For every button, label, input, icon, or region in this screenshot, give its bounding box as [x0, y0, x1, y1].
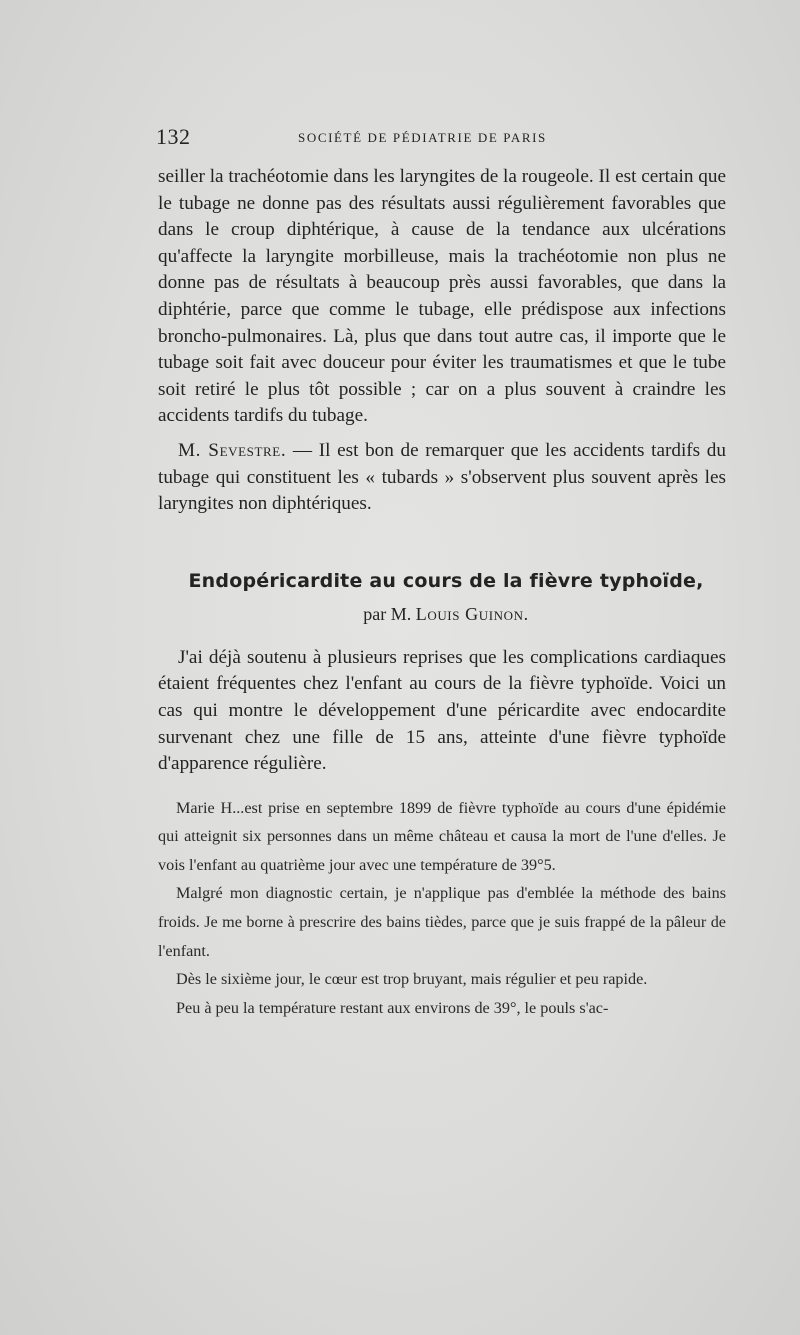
article-intro: J'ai déjà soutenu à plusieurs reprises que les complications cardiaques étaient fréquentes chez l'enfant au cours de la fièvre typhoïde. Voici un cas qui montre le développement d'une péricardite avec endocardite survenant chez une fille de 15 ans, atteinte d'une fièvre typhoïde d'apparence régulière.: [158, 646, 726, 775]
case-paragraph: Malgré mon diagnostic certain, je n'applique pas d'emblée la méthode des bains froids. Je me borne à prescrire des bains tièdes, parce que je suis frappé de la pâleur de l'enfant.: [158, 884, 726, 960]
byline-prefix: par M.: [363, 603, 416, 624]
byline-author: Louis Guinon.: [415, 603, 529, 624]
article-byline: [158, 604, 726, 625]
sevestre-remark-text: — Il est bon de remarquer que les accidents tardifs du tubage qui constituent les « tubards » s'observent plus souvent après les laryngites non diphtériques.: [158, 439, 726, 515]
case-paragraph: Dès le sixième jour, le cœur est trop bruyant, mais régulier et peu rapide.: [176, 970, 648, 989]
case-paragraph: Marie H...est prise en septembre 1899 de fièvre typhoïde au cours d'une épidémie qui atteignit six personnes dans un même château et causa la mort de l'une d'elles. Je vois l'enfant au quatrième jour avec une température de 39°5.: [158, 798, 726, 874]
continued-paragraph: seiller la trachéotomie dans les laryngites de la rougeole. Il est certain que le tubage ne donne pas des résultats aussi régulièrement favorables que dans le croup diphtérique, à cause de la tendance aux ulcérations qu'affecte la laryngite morbilleuse, mais la trachéotomie non plus ne donne pas de résultats à beaucoup près aussi favorables, que dans la diphtérie, parce que comme le tubage, elle prédispose aux infections broncho-pulmonaires. Là, plus que dans tout autre cas, il importe que le tubage soit fait avec douceur pour éviter les traumatismes et que le tube soit retiré le plus tôt possible ; car on a plus souvent à craindre les accidents tardifs du tubage.: [158, 166, 726, 427]
page-number: 132: [156, 124, 191, 149]
sevestre-remark: [158, 438, 726, 518]
running-title: SOCIÉTÉ DE PÉDIATRIE DE PARIS: [298, 130, 547, 145]
case-paragraph: Peu à peu la température restant aux environs de 39°, le pouls s'ac-: [176, 998, 609, 1017]
page-header: [156, 124, 726, 154]
page-body: [158, 164, 726, 1022]
article-title: Endopéricardite au cours de la fièvre typhoïde,: [188, 569, 704, 592]
speaker-name: M. Sevestre.: [178, 439, 287, 461]
